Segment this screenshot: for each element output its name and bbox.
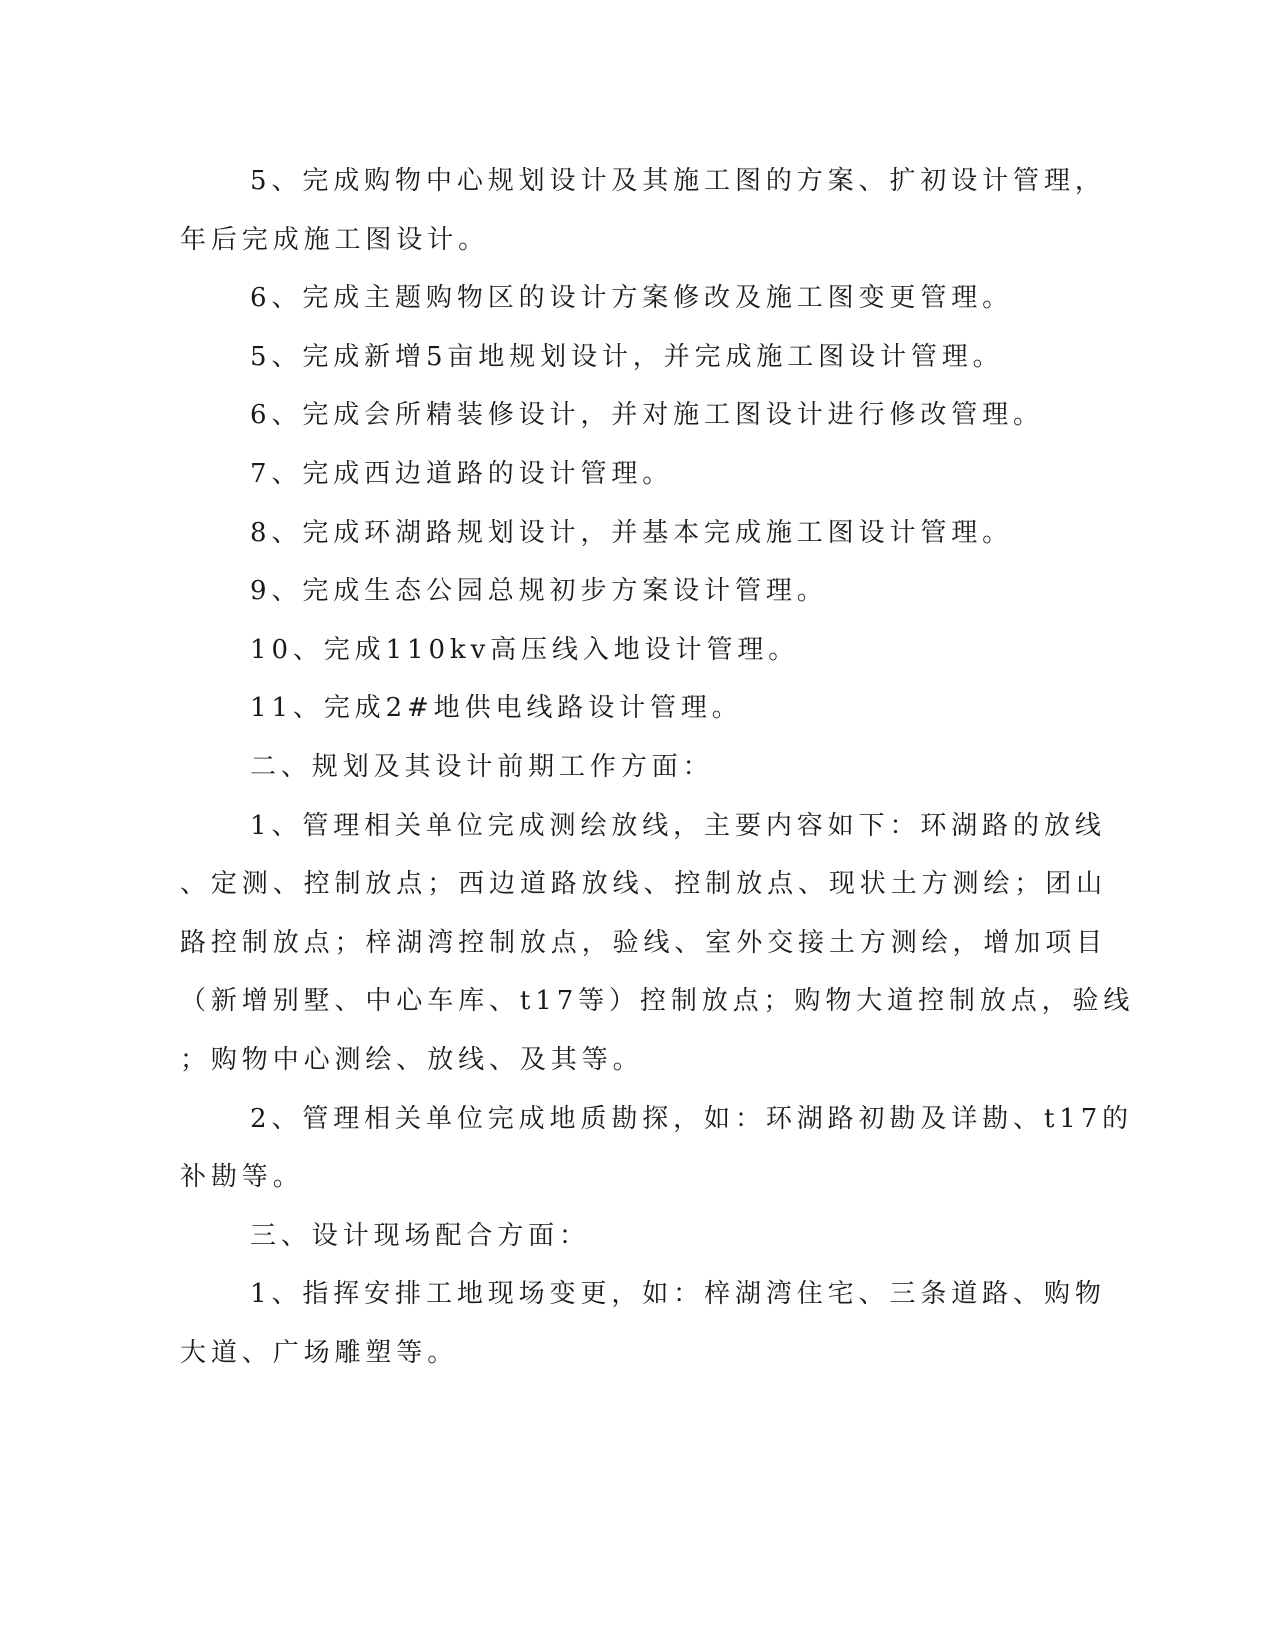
text-line: 路控制放点；梓湖湾控制放点，验线、室外交接土方测绘，增加项目 [180,928,1108,958]
text-line: 10、完成110kv高压线入地设计管理。 [250,635,800,665]
text-line: 1、管理相关单位完成测绘放线，主要内容如下：环湖路的放线 [250,811,1106,841]
text-line: 7、完成西边道路的设计管理。 [250,459,674,489]
text-line: 5、完成购物中心规划设计及其施工图的方案、扩初设计管理， [250,166,1106,196]
text-line: 大道、广场雕塑等。 [180,1338,459,1368]
text-line: 6、完成主题购物区的设计方案修改及施工图变更管理。 [250,283,1014,313]
text-line: （新增别墅、中心车库、t17等）控制放点；购物大道控制放点，验线 [180,986,1135,1016]
text-line: 补勘等。 [180,1162,304,1192]
text-line: 1、指挥安排工地现场变更，如：梓湖湾住宅、三条道路、购物 [250,1279,1106,1309]
text-line: 8、完成环湖路规划设计，并基本完成施工图设计管理。 [250,518,1014,548]
text-line: 2、管理相关单位完成地质勘探，如：环湖路初勘及详勘、t17的 [250,1104,1134,1134]
section-heading: 三、设计现场配合方面： [250,1221,590,1251]
text-line: 、定测、控制放点；西边道路放线、控制放点、现状土方测绘；团山 [180,869,1108,899]
text-line: 5、完成新增5亩地规划设计，并完成施工图设计管理。 [250,342,1004,372]
text-line: ；购物中心测绘、放线、及其等。 [180,1045,644,1075]
section-heading: 二、规划及其设计前期工作方面： [250,752,714,782]
text-line: 年后完成施工图设计。 [180,225,490,255]
text-line: 9、完成生态公园总规初步方案设计管理。 [250,576,828,606]
text-line: 6、完成会所精装修设计，并对施工图设计进行修改管理。 [250,400,1044,430]
text-line: 11、完成2#地供电线路设计管理。 [250,693,743,723]
